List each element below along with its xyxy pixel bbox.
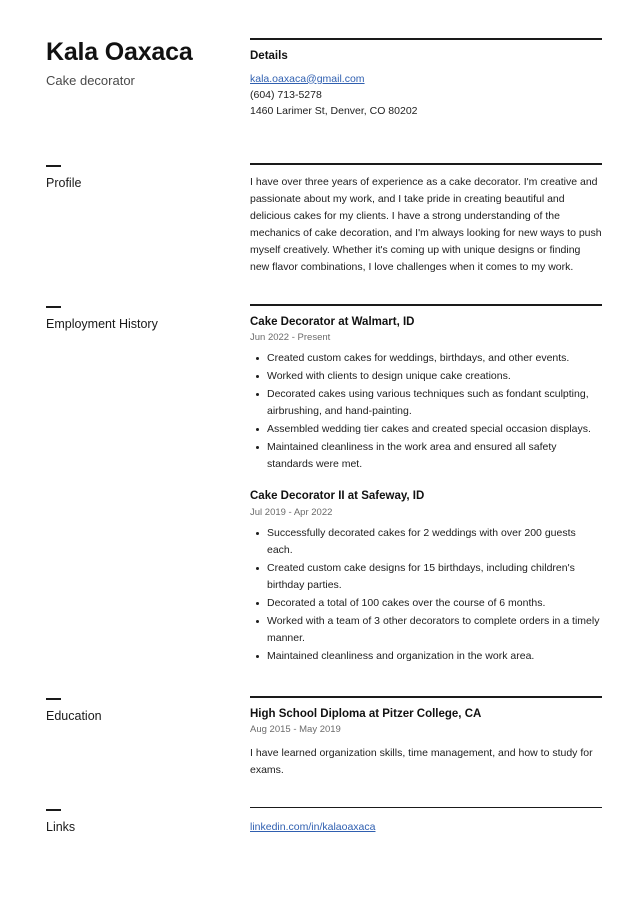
list-item: Decorated a total of 100 cakes over the course of 6 months. [267, 595, 602, 612]
section-dash-icon [46, 809, 61, 811]
list-item: Decorated cakes using various techniques such as fondant sculpting, airbrushing, and hand-painting. [267, 386, 602, 420]
employment-entry [250, 315, 602, 474]
entry-bullets [250, 350, 602, 473]
section-divider [250, 304, 602, 306]
entry-note: I have learned organization skills, time management, and how to study for exams. [250, 746, 593, 776]
details-email-line [250, 69, 602, 87]
list-item: Maintained cleanliness in the work area and ensured all safety standards were met. [267, 439, 602, 473]
page-title: Kala Oaxaca [46, 38, 193, 66]
profile-content [250, 163, 602, 276]
entry-title: High School Diploma at Pitzer College, CA [250, 707, 482, 720]
profile-label-wrap [46, 163, 250, 191]
list-item: Assembled wedding tier cakes and created special occasion displays. [267, 421, 602, 438]
section-divider [250, 696, 602, 698]
profile-label: Profile [46, 176, 82, 191]
list-item: Created custom cake designs for 15 birthdays, including children's birthday parties. [267, 560, 602, 594]
section-dash-icon [46, 165, 61, 167]
list-item: Created custom cakes for weddings, birthdays, and other events. [267, 350, 602, 367]
section-divider [250, 807, 602, 809]
list-item: Worked with a team of 3 other decorators to complete orders in a timely manner. [267, 613, 602, 647]
entry-date: Jul 2019 - Apr 2022 [250, 506, 333, 518]
education-entry [250, 707, 602, 779]
employment-section [46, 304, 602, 666]
section-divider [250, 163, 602, 165]
job-title: Cake decorator [46, 72, 135, 88]
links-label: Links [46, 819, 76, 834]
phone-text: (604) 713-5278 [250, 88, 322, 101]
employment-content [250, 304, 602, 666]
address-text: 1460 Larimer St, Denver, CO 80202 [250, 105, 418, 118]
details-section [250, 38, 602, 119]
details-heading: Details [250, 49, 288, 62]
entry-title: Cake Decorator at Walmart, ID [250, 315, 415, 328]
education-content [250, 696, 602, 778]
employment-label: Employment History [46, 316, 158, 331]
profile-section [46, 163, 602, 276]
entry-date: Aug 2015 - May 2019 [250, 724, 341, 736]
header-section [46, 38, 602, 119]
list-item: Successfully decorated cakes for 2 weddings with over 200 guests each. [267, 525, 602, 559]
education-section [46, 696, 602, 778]
education-label-wrap [46, 696, 250, 724]
links-list [250, 817, 602, 835]
section-divider [250, 38, 602, 40]
entry-date: Jun 2022 - Present [250, 332, 331, 344]
links-content [250, 807, 602, 836]
employment-label-wrap [46, 304, 250, 332]
links-label-wrap [46, 807, 250, 835]
email-link[interactable]: kala.oaxaca@gmail.com [250, 72, 365, 85]
list-item: Worked with clients to design unique cake creations. [267, 368, 602, 385]
header-identity [46, 38, 250, 88]
linkedin-link[interactable]: linkedin.com/in/kalaoaxaca [250, 821, 376, 834]
entry-bullets [250, 525, 602, 665]
list-item: Maintained cleanliness and organization in the work area. [267, 648, 602, 665]
profile-text: I have over three years of experience as a cake decorator. I'm creative and passionate about my work, and I take pride in creating beautiful and delicious cakes for my clients. I have a strong understanding of the mechanics of cake decoration, and I'm always looking for new ways to push myself creatively. Whether it's coming up with unique designs or finding new flavor combinations, I love challenges when it comes to my work. [250, 175, 602, 273]
employment-entry [250, 489, 602, 665]
section-dash-icon [46, 306, 61, 308]
education-label: Education [46, 709, 102, 724]
entry-title: Cake Decorator II at Safeway, ID [250, 490, 425, 503]
section-dash-icon [46, 698, 61, 700]
links-section [46, 807, 602, 836]
